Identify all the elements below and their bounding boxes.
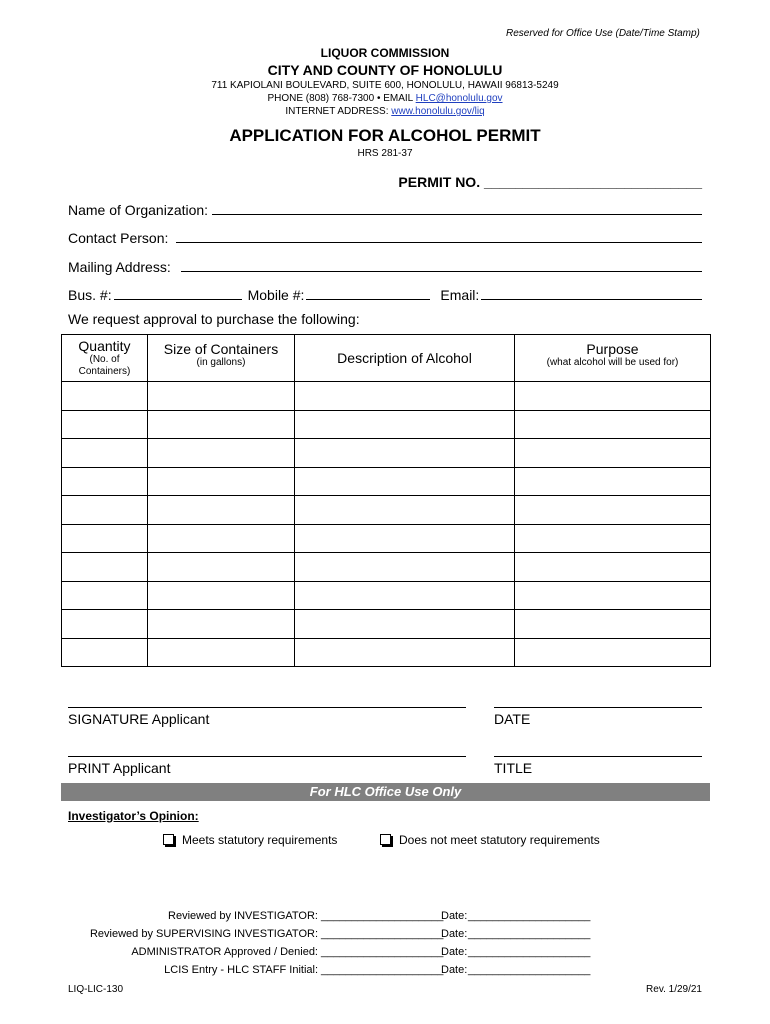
review-label: Reviewed by SUPERVISING INVESTIGATOR: [89, 928, 318, 940]
cell-quantity[interactable] [62, 439, 148, 468]
email-link[interactable]: HLC@honolulu.gov [415, 93, 503, 104]
cell-description[interactable] [295, 439, 515, 468]
mobile-label: Mobile #: [247, 287, 305, 303]
cell-description[interactable] [295, 581, 515, 610]
cell-description[interactable] [295, 382, 515, 411]
print-line[interactable] [68, 756, 466, 757]
title-label: TITLE [494, 760, 533, 776]
cell-purpose[interactable] [515, 638, 711, 667]
review-signature-field[interactable]: ____________________ [321, 928, 444, 940]
cell-purpose[interactable] [515, 496, 711, 525]
mailing-label: Mailing Address: [68, 259, 171, 275]
table-row [62, 638, 711, 667]
permit-no-label: PERMIT NO. [398, 174, 484, 190]
cell-purpose[interactable] [515, 553, 711, 582]
cell-purpose[interactable] [515, 467, 711, 496]
review-date-field[interactable]: ____________________ [468, 910, 591, 922]
review-date-label: Date: [441, 946, 468, 958]
cell-description[interactable] [295, 610, 515, 639]
permit-no [398, 174, 702, 190]
email-label: Email: [440, 287, 480, 303]
cell-size[interactable] [148, 524, 295, 553]
review-date-label: Date: [441, 928, 468, 940]
review-date-label: Date: [441, 910, 468, 922]
cell-quantity[interactable] [62, 553, 148, 582]
col-size-sub: (in gallons) [196, 357, 246, 368]
city-name: CITY AND COUNTY OF HONOLULU [267, 62, 503, 78]
table-row [62, 610, 711, 639]
phone-text: PHONE (808) 768-7300 • EMAIL [267, 93, 416, 104]
office-use-banner: For HLC Office Use Only [61, 783, 710, 801]
signature-label: SIGNATURE Applicant [68, 711, 210, 727]
organization-field[interactable] [212, 202, 702, 215]
col-purpose-sub: (what alcohol will be used for) [546, 357, 679, 368]
cell-quantity[interactable] [62, 524, 148, 553]
col-description-label: Description of Alcohol [337, 350, 472, 366]
opinion-label: Investigator’s Opinion: [68, 809, 199, 823]
cell-quantity[interactable] [62, 467, 148, 496]
col-quantity-label: Quantity [78, 338, 131, 354]
cell-size[interactable] [148, 581, 295, 610]
organization-row [68, 202, 702, 218]
mailing-row [68, 259, 702, 275]
cell-description[interactable] [295, 467, 515, 496]
contact-row [68, 230, 702, 246]
table-row [62, 524, 711, 553]
agency-contact [0, 93, 770, 104]
checkbox-icon[interactable] [163, 834, 174, 845]
office-stamp-note: Reserved for Office Use (Date/Time Stamp) [506, 28, 700, 39]
organization-label: Name of Organization: [68, 202, 209, 218]
col-size-label: Size of Containers [163, 341, 279, 357]
col-header-description [295, 335, 515, 382]
print-label: PRINT Applicant [68, 760, 171, 776]
cell-quantity[interactable] [62, 382, 148, 411]
col-purpose-label: Purpose [586, 341, 639, 357]
website-link[interactable]: www.honolulu.gov/liq [391, 106, 485, 117]
table-row [62, 382, 711, 411]
page-title: APPLICATION FOR ALCOHOL PERMIT [229, 126, 541, 145]
cell-purpose[interactable] [515, 610, 711, 639]
request-text: We request approval to purchase the following: [68, 311, 360, 327]
table-row [62, 496, 711, 525]
cell-quantity[interactable] [62, 581, 148, 610]
cell-purpose[interactable] [515, 439, 711, 468]
agency-name: LIQUOR COMMISSION [320, 46, 450, 60]
col-header-purpose [515, 335, 711, 382]
review-signature-field[interactable]: ____________________ [321, 946, 444, 958]
title-line[interactable] [494, 756, 702, 757]
signature-line[interactable] [68, 707, 466, 708]
review-label: ADMINISTRATOR Approved / Denied: [131, 946, 318, 958]
cell-purpose[interactable] [515, 581, 711, 610]
cell-purpose[interactable] [515, 410, 711, 439]
cell-size[interactable] [148, 439, 295, 468]
cell-description[interactable] [295, 638, 515, 667]
bus-label: Bus. #: [68, 287, 112, 303]
email-field[interactable] [481, 287, 702, 300]
form-id: LIQ-LIC-130 [68, 984, 124, 995]
cell-purpose[interactable] [515, 524, 711, 553]
review-label: LCIS Entry - HLC STAFF Initial: [164, 964, 318, 976]
cell-size[interactable] [148, 638, 295, 667]
review-date-field[interactable]: ____________________ [468, 964, 591, 976]
cell-quantity[interactable] [62, 610, 148, 639]
cell-quantity[interactable] [62, 496, 148, 525]
col-quantity-sub: (No. of Containers) [78, 354, 131, 377]
cell-description[interactable] [295, 524, 515, 553]
cell-size[interactable] [148, 410, 295, 439]
cell-quantity[interactable] [62, 410, 148, 439]
revision: Rev. 1/29/21 [646, 984, 702, 995]
meets-label: Meets statutory requirements [182, 833, 338, 847]
not-meets-option[interactable] [380, 833, 600, 847]
agency-address: 711 KAPIOLANI BOULEVARD, SUITE 600, HONOLULU, HAWAII 96813-5249 [211, 80, 559, 91]
table-row [62, 467, 711, 496]
cell-size[interactable] [148, 467, 295, 496]
table-row [62, 439, 711, 468]
mobile-field[interactable] [306, 287, 430, 300]
internet-label: INTERNET ADDRESS: [285, 106, 392, 117]
contact-label: Contact Person: [68, 230, 169, 246]
col-header-quantity [62, 335, 148, 382]
table-row [62, 410, 711, 439]
review-signature-field[interactable]: ____________________ [321, 910, 444, 922]
cell-size[interactable] [148, 382, 295, 411]
contact-field[interactable] [176, 230, 702, 243]
date-line[interactable] [494, 707, 702, 708]
statute-ref: HRS 281-37 [357, 148, 413, 159]
cell-description[interactable] [295, 496, 515, 525]
cell-purpose[interactable] [515, 382, 711, 411]
cell-quantity[interactable] [62, 638, 148, 667]
cell-size[interactable] [148, 553, 295, 582]
bus-field[interactable] [114, 287, 242, 300]
review-date-label: Date: [441, 964, 468, 976]
table-row [62, 581, 711, 610]
review-date-field[interactable]: ____________________ [468, 928, 591, 940]
mailing-field[interactable] [181, 259, 702, 272]
phone-email-row [68, 287, 702, 303]
review-signature-field[interactable]: ____________________ [321, 964, 444, 976]
cell-description[interactable] [295, 553, 515, 582]
table-header-row [62, 335, 711, 382]
purchase-table [61, 334, 711, 667]
checkbox-icon[interactable] [380, 834, 391, 845]
permit-no-field[interactable]: ____________________________ [483, 174, 702, 190]
review-label: Reviewed by INVESTIGATOR: [168, 910, 318, 922]
review-date-field[interactable]: ____________________ [468, 946, 591, 958]
date-label: DATE [494, 711, 531, 727]
table-row [62, 553, 711, 582]
col-header-size [148, 335, 295, 382]
agency-web [0, 106, 770, 117]
cell-size[interactable] [148, 496, 295, 525]
cell-description[interactable] [295, 410, 515, 439]
cell-size[interactable] [148, 610, 295, 639]
not-meets-label: Does not meet statutory requirements [399, 833, 600, 847]
meets-option[interactable] [163, 833, 337, 847]
